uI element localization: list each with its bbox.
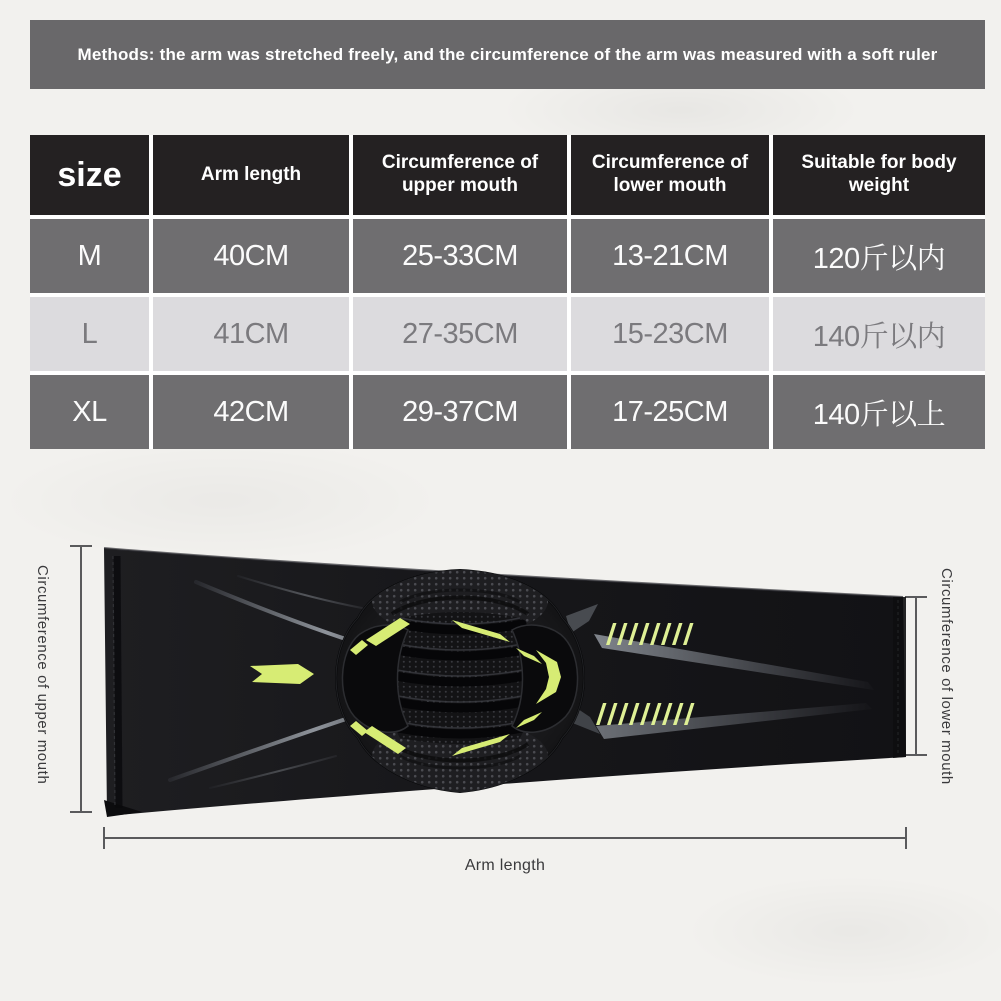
- cell-m-upper: 25-33CM: [353, 219, 567, 293]
- cell-xl-lower: 17-25CM: [571, 375, 769, 449]
- col-header-lower-mouth: Circumference of lower mouth: [571, 135, 769, 215]
- arm-length-label: Arm length: [464, 857, 546, 874]
- cell-m-weight: 120斤以内: [773, 219, 985, 293]
- col-header-upper-mouth: Circumference of upper mouth: [353, 135, 567, 215]
- col-header-size: size: [30, 135, 149, 215]
- col-header-body-weight: Suitable for body weight: [773, 135, 985, 215]
- cell-m-lower: 13-21CM: [571, 219, 769, 293]
- cell-l-size: L: [30, 297, 149, 371]
- cell-l-arm-length: 41CM: [153, 297, 349, 371]
- cell-xl-upper: 29-37CM: [353, 375, 567, 449]
- lower-mouth-label: Circumference of lower mouth: [938, 567, 955, 785]
- elbow-pad: [336, 565, 584, 792]
- upper-mouth-label: Circumference of upper mouth: [34, 565, 51, 785]
- col-header-arm-length: Arm length: [153, 135, 349, 215]
- cell-l-upper: 27-35CM: [353, 297, 567, 371]
- cell-m-size: M: [30, 219, 149, 293]
- cell-l-lower: 15-23CM: [571, 297, 769, 371]
- method-banner-text: Methods: the arm was stretched freely, and the circumference of the arm was measured with a soft ruler: [77, 44, 938, 64]
- cell-l-weight: 140斤以内: [773, 297, 985, 371]
- cell-xl-size: XL: [30, 375, 149, 449]
- cell-xl-weight: 140斤以上: [773, 375, 985, 449]
- cell-m-arm-length: 40CM: [153, 219, 349, 293]
- cell-xl-arm-length: 42CM: [153, 375, 349, 449]
